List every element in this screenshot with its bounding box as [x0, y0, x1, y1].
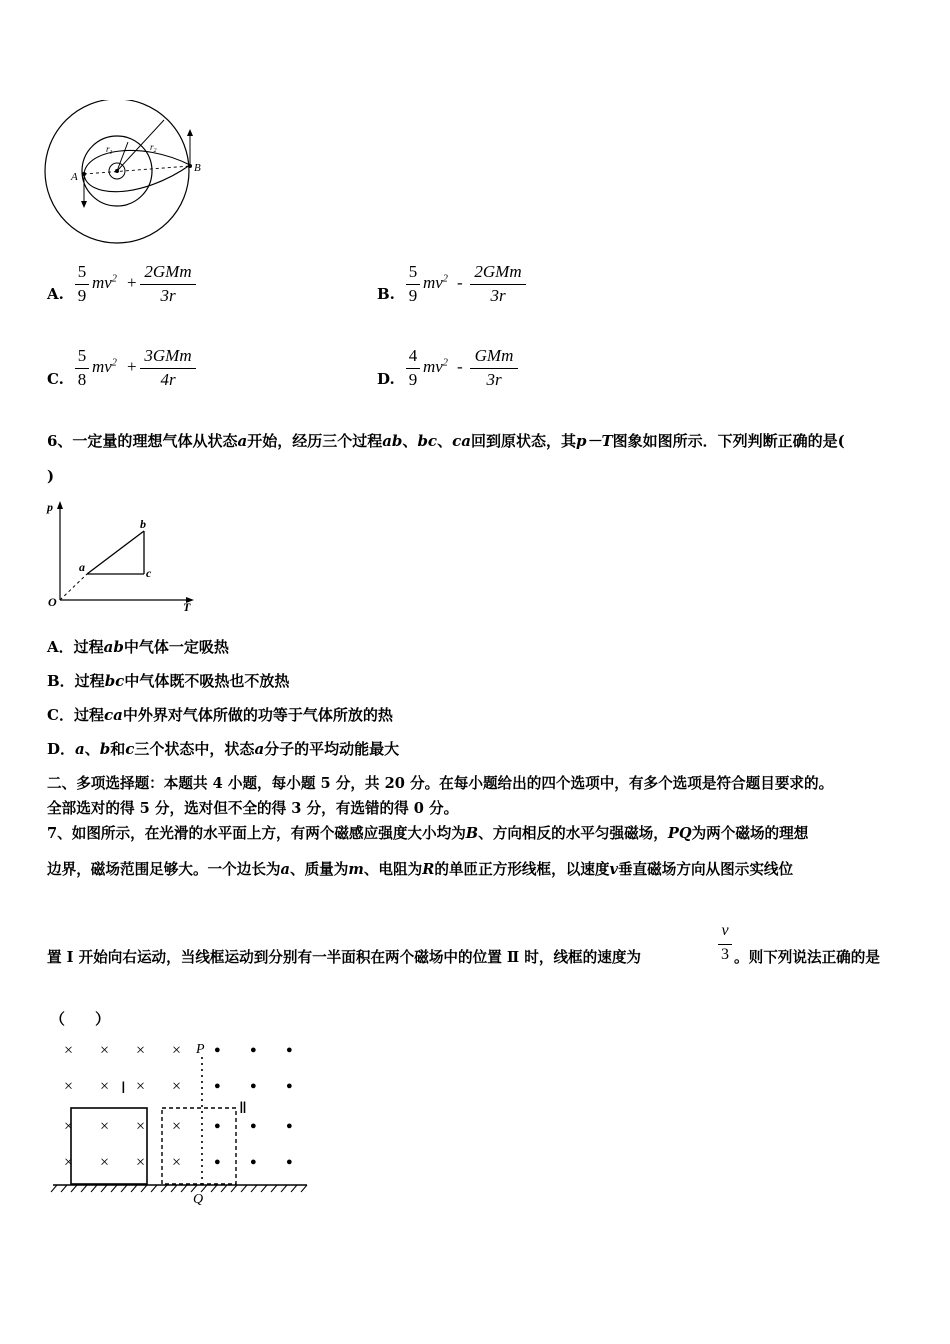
v-over-3: v 3 — [718, 922, 732, 970]
svg-text:×: × — [64, 1154, 74, 1171]
gmm-frac: 2GMm 3r — [140, 262, 196, 310]
mv-term: $mv^2$ — [92, 273, 117, 292]
q7-line3-a: 置 Ⅰ 开始向右运动，当线框运动到分别有一半面积在两个磁场中的位置 Ⅱ 时，线框的速度为 — [47, 949, 642, 966]
point-a: a — [79, 560, 85, 574]
svg-text:×: × — [172, 1118, 182, 1135]
svg-text:×: × — [172, 1078, 182, 1095]
coef-frac: 5 9 — [406, 262, 420, 310]
svg-text:●: ● — [214, 1120, 221, 1132]
option-label: B. — [377, 285, 395, 303]
svg-text:●: ● — [214, 1044, 221, 1056]
svg-text:×: × — [100, 1078, 110, 1095]
svg-text:●: ● — [286, 1120, 293, 1132]
label-I: Ⅰ — [121, 1080, 126, 1097]
svg-text:×: × — [172, 1042, 182, 1059]
q6-stem: 6、一定量的理想气体从状态a开始，经历三个过程ab、bc、ca回到原状态，其p－T图象如图所示．下列判断正确的是( — [47, 432, 845, 450]
q7-line2: 边界，磁场范围足够大。一个边长为a、质量为m、电阻为R的单匝正方形线框，以速度v垂直磁场方向从图示实线位 — [47, 861, 794, 878]
q7-answer-paren: （ ） — [50, 1010, 111, 1028]
point-c: c — [146, 566, 152, 580]
option-label: A. — [47, 285, 64, 303]
mv-term: $mv^2$ — [92, 357, 117, 376]
svg-text:×: × — [136, 1154, 146, 1171]
q7-line1: 7、如图所示，在光滑的水平面上方，有两个磁感应强度大小均为B、方向相反的水平匀强磁场，PQ为两个磁场的理想 — [47, 825, 809, 842]
label-r1: $r_1$ — [106, 144, 113, 156]
svg-text:×: × — [100, 1118, 110, 1135]
label-B: B — [194, 162, 201, 174]
gmm-frac: GMm 3r — [470, 346, 518, 394]
label-P: P — [196, 1042, 205, 1057]
svg-text:●: ● — [286, 1156, 293, 1168]
svg-text:●: ● — [214, 1080, 221, 1092]
section2-line1: 二、多项选择题：本题共 4 小题，每小题 5 分，共 20 分。在每小题给出的四个选项中，有多个选项是符合题目要求的。 — [47, 775, 834, 792]
orbit-diagram — [40, 100, 210, 245]
svg-text:×: × — [64, 1042, 74, 1059]
q6-option-b[interactable]: B．过程bc中气体既不吸热也不放热 — [47, 672, 290, 690]
coef-frac: 4 9 — [406, 346, 420, 394]
origin-O: O — [48, 595, 57, 609]
svg-text:×: × — [136, 1118, 146, 1135]
q6-option-a[interactable]: A．过程ab中气体一定吸热 — [47, 638, 229, 656]
svg-text:●: ● — [250, 1120, 257, 1132]
axis-T: T — [183, 600, 191, 614]
q7-line3-b: 。则下列说法正确的是 — [734, 949, 880, 966]
label-Q: Q — [193, 1192, 204, 1207]
svg-text:●: ● — [286, 1080, 293, 1092]
svg-text:×: × — [136, 1042, 146, 1059]
mv-term: $mv^2$ — [423, 357, 448, 376]
axis-p: p — [47, 500, 53, 514]
gmm-frac: 2GMm 3r — [470, 262, 526, 310]
svg-text:●: ● — [250, 1156, 257, 1168]
svg-text:×: × — [64, 1078, 74, 1095]
section2-line2: 全部选对的得 5 分，选对但不全的得 3 分，有选错的得 0 分。 — [47, 800, 459, 817]
q6-stem-close: ) — [47, 467, 55, 485]
gmm-frac: 3GMm 4r — [140, 346, 196, 394]
sign: + — [127, 273, 137, 292]
point-b: b — [140, 517, 146, 531]
mv-term: $mv^2$ — [423, 273, 448, 292]
q6-option-d[interactable]: D．a、b和c三个状态中，状态a分子的平均动能最大 — [47, 740, 400, 758]
sign: - — [457, 273, 463, 292]
sign: - — [457, 357, 463, 376]
svg-text:●: ● — [286, 1044, 293, 1056]
option-label: D. — [377, 370, 395, 388]
magnetic-field-diagram — [45, 1035, 315, 1215]
svg-text:●: ● — [250, 1080, 257, 1092]
svg-text:×: × — [100, 1154, 110, 1171]
svg-text:×: × — [64, 1118, 74, 1135]
pT-graph — [40, 495, 200, 615]
svg-text:×: × — [136, 1078, 146, 1095]
label-A: A — [71, 171, 78, 183]
svg-text:●: ● — [250, 1044, 257, 1056]
svg-text:×: × — [100, 1042, 110, 1059]
sign: + — [127, 357, 137, 376]
svg-text:●: ● — [214, 1156, 221, 1168]
option-label: C. — [47, 370, 64, 388]
coef-frac: 5 9 — [75, 262, 89, 310]
svg-text:×: × — [172, 1154, 182, 1171]
q6-option-c[interactable]: C．过程ca中外界对气体所做的功等于气体所放的热 — [47, 706, 393, 724]
label-r2: $r_2$ — [150, 142, 157, 154]
coef-frac: 5 8 — [75, 346, 89, 394]
label-II: Ⅱ — [239, 1100, 247, 1117]
